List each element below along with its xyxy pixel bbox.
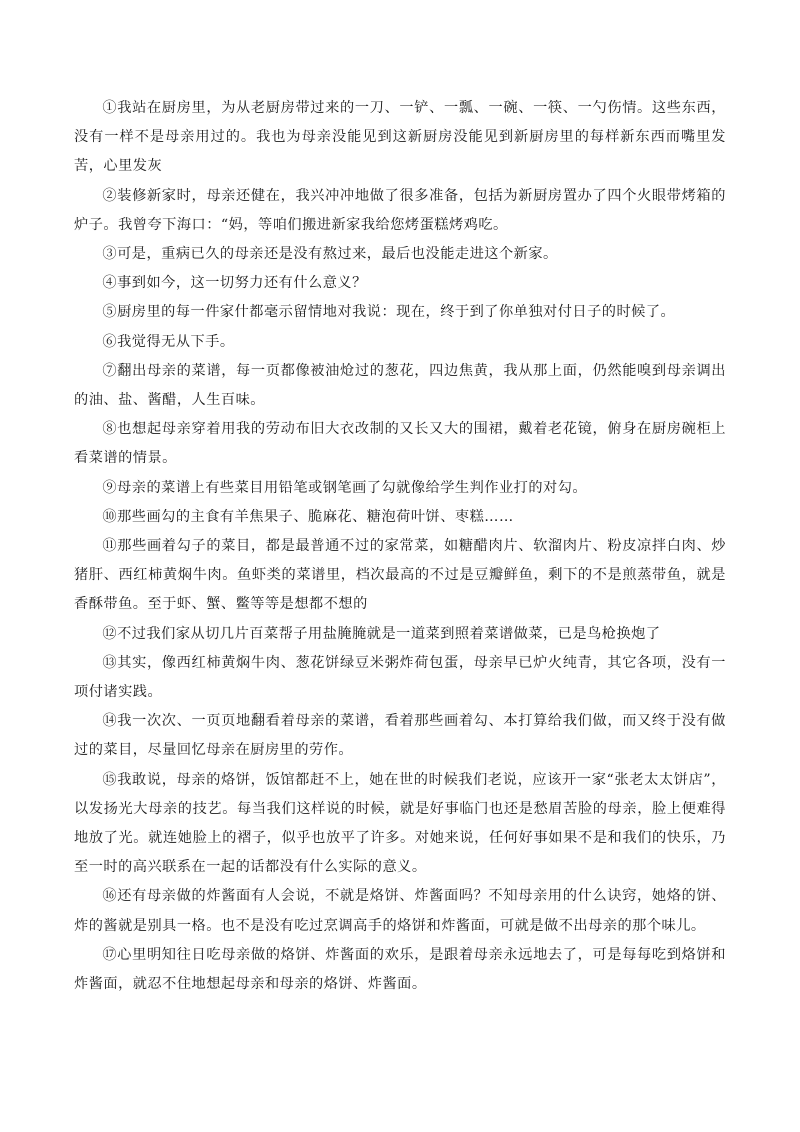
paragraph-15: ⑮我敢说，母亲的烙饼，饭馆都赶不上，她在世的时候我们老说，应该开一家“张老太太饼店”，以发扬光大母亲的技艺。每当我们这样说的时候，就是好事临门也还是愁眉苦脸的母亲，脸上便难得地放了光。就连她脸上的褶子，似乎也放平了许多。对她来说，任何好事如果不是和我们的快乐，乃至一时的高兴联系在一起的话都没有什么实际的意义。 — [74, 771, 726, 876]
paragraph-3: ③可是，重病已久的母亲还是没有熬过来，最后也没能走进这个新家。 — [102, 246, 558, 263]
paragraph-2: ②装修新家时，母亲还健在，我兴冲冲地做了很多准备，包括为新厨房置办了四个火眼带烤箱的炉子。我曾夸下海口：“妈，等咱们搬进新家我给您烤蛋糕烤鸡吃。 — [74, 187, 726, 233]
paragraph-11: ⑪那些画着勾子的菜目，都是最普通不过的家常菜，如糖醋肉片、软溜肉片、粉皮凉拌白肉、炒猪肝、西红柿黄焖牛肉。鱼虾类的菜谱里，档次最高的不过是豆瓣鲜鱼，剩下的不是煎蒸带鱼，就是香酥带鱼。至于虾、蟹、鳖等等是想都不想的 — [74, 538, 726, 613]
paragraph-10: ⑩那些画勾的主食有羊焦果子、脆麻花、糖泡荷叶饼、枣糕…… — [102, 508, 514, 525]
paragraph-13: ⑬其实，像西红柿黄焖牛肉、葱花饼绿豆米粥炸荷包蛋，母亲早已炉火纯青，其它各项，没有一项付诸实践。 — [74, 654, 726, 701]
paragraph-6: ⑥我觉得无从下手。 — [102, 333, 235, 350]
paragraph-5: ⑤厨房里的每一件家什都毫示留情地对我说：现在，终于到了你单独对付日子的时候了。 — [102, 304, 676, 321]
paragraph-9: ⑨母亲的菜谱上有些菜目用铅笔或钢笔画了勾就像给学生判作业打的对勾。 — [102, 479, 588, 496]
paragraph-4: ④事到如今，这一切努力还有什么意义？ — [102, 275, 367, 292]
paragraph-1: ①我站在厨房里，为从老厨房带过来的一刀、一铲、一瓢、一碗、一筷、一勺伤情。这些东西，没有一样不是母亲用过的。我也为母亲没能见到这新厨房没能见到新厨房里的每样新东西而嘴里发苦，心里发灰 — [74, 100, 726, 175]
paragraph-8: ⑧也想起母亲穿着用我的劳动布旧大衣改制的又长又大的围裙，戴着老花镜，俯身在厨房碗柜上看菜谱的情景。 — [74, 421, 726, 467]
paragraph-12: ⑫不过我们家从切几片百菜帮子用盐腌腌就是一道菜到照着菜谱做菜，已是鸟枪换炮了 — [102, 625, 661, 642]
paragraph-16: ⑯还有母亲做的炸酱面有人会说，不就是烙饼、炸酱面吗？不知母亲用的什么诀窍，她烙的饼、炸的酱就是别具一格。也不是没有吃过烹调高手的烙饼和炸酱面，可就是做不出母亲的那个味儿。 — [74, 888, 726, 934]
paragraph-14: ⑭我一次次、一页页地翻看着母亲的菜谱，看着那些画着勾、本打算给我们做，而又终于没有做过的菜目，尽量回忆母亲在厨房里的劳作。 — [74, 713, 726, 759]
paragraph-17: ⑰心里明知往日吃母亲做的烙饼、炸酱面的欢乐，是跟着母亲永远地去了，可是每每吃到烙饼和炸酱面，就忍不住地想起母亲和母亲的烙饼、炸酱面。 — [74, 946, 726, 993]
document-body — [74, 94, 726, 999]
paragraph-7: ⑦翻出母亲的菜谱，每一页都像被油炝过的葱花，四边焦黄，我从那上面，仍然能嗅到母亲调出的油、盐、酱醋，人生百味。 — [74, 362, 726, 409]
